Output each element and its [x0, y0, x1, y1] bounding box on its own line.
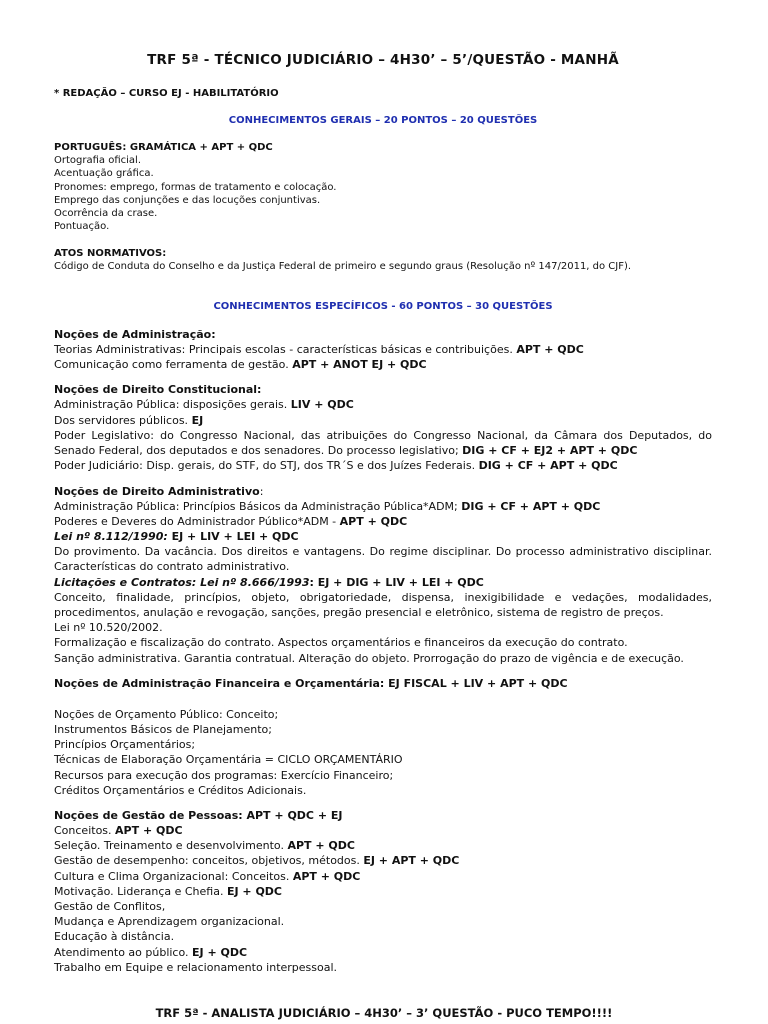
- list-item: Teorias Administrativas: Principais escolas - características básicas e contribuições. APT + QDC: [54, 343, 584, 357]
- list-item: Princípios Orçamentários;: [54, 738, 196, 752]
- list-item: Sanção administrativa. Garantia contratual. Alteração do objeto. Prorrogação do prazo de vigência e de execução.: [54, 651, 684, 665]
- list-item: Cultura e Clima Organizacional: Conceitos. APT + QDC: [54, 869, 361, 883]
- constitucional-heading: Noções de Direito Constitucional:: [54, 383, 262, 397]
- list-item: Poder Legislativo: do Congresso Nacional, das atribuições do Congresso Nacional, da Câmara dos Deputados, do Senado Federal, dos deputados e dos senadores. Do processo legislativo; DIG + CF + EJ2 + APT + QDC: [54, 428, 712, 458]
- list-item: Administração Pública: disposições gerais. LIV + QDC: [54, 398, 354, 412]
- list-item: Técnicas de Elaboração Orçamentária = CICLO ORÇAMENTÁRIO: [54, 753, 403, 767]
- list-item: Instrumentos Básicos de Planejamento;: [54, 722, 272, 736]
- list-item: Conceitos. APT + QDC: [54, 823, 183, 837]
- list-item: Créditos Orçamentários e Créditos Adicionais.: [54, 783, 307, 797]
- list-item: Seleção. Treinamento e desenvolvimento. APT + QDC: [54, 839, 355, 853]
- list-item: Conceito, finalidade, princípios, objeto, obrigatoriedade, dispensa, inexigibilidade e vedações, modalidades, procedimentos, anulação e revogação, sanções, pregão presencial e eletrônico, sistema de registro de preços.: [54, 590, 712, 619]
- list-item: Pontuação.: [54, 221, 110, 233]
- licitacoes-heading: Licitações e Contratos: Lei nº 8.666/1993: EJ + DIG + LIV + LEI + QDC: [54, 575, 484, 589]
- list-item: Motivação. Liderança e Chefia. EJ + QDC: [54, 884, 283, 898]
- portugues-section: [54, 141, 712, 273]
- list-item: Gestão de Conflitos,: [54, 899, 166, 913]
- list-item: Dos servidores públicos. EJ: [54, 413, 204, 427]
- list-item: Formalização e fiscalização do contrato. Aspectos orçamentários e financeiros da execução do contrato.: [54, 636, 628, 650]
- atos-heading: ATOS NORMATIVOS:: [54, 247, 167, 259]
- list-item: Atendimento ao público. EJ + QDC: [54, 945, 248, 959]
- page-title: TRF 5ª - TÉCNICO JUDICIÁRIO – 4H30’ – 5’/QUESTÃO - MANHÃ: [147, 52, 619, 68]
- list-item: Acentuação gráfica.: [54, 168, 154, 180]
- list-item: Ortografia oficial.: [54, 155, 141, 166]
- atos-text: Código de Conduta do Conselho e da Justiça Federal de primeiro e segundo graus (Resolução nº 147/2011, do CJF).: [54, 260, 632, 272]
- list-item: Poderes e Deveres do Administrador Público*ADM - APT + QDC: [54, 514, 408, 528]
- pessoas-heading: Noções de Gestão de Pessoas: APT + QDC + EJ: [54, 808, 343, 822]
- list-item: Poder Judiciário: Disp. gerais, do STF, do STJ, dos TR´S e dos Juízes Federais. DIG + CF + APT + QDC: [54, 459, 618, 473]
- redacao-line: * REDAÇÃO – CURSO EJ - HABILITATÓRIO: [54, 88, 279, 99]
- list-item: Lei nº 10.520/2002.: [54, 621, 163, 635]
- gerais-heading: CONHECIMENTOS GERAIS – 20 PONTOS – 20 QUESTÕES: [228, 115, 538, 126]
- list-item: Comunicação como ferramenta de gestão. APT + ANOT EJ + QDC: [54, 358, 427, 372]
- list-item: Do provimento. Da vacância. Dos direitos e vantagens. Do regime disciplinar. Do processo administrativo disciplinar. Características do contrato administrativo.: [54, 545, 712, 574]
- portugues-heading: PORTUGUÊS: GRAMÁTICA + APT + QDC: [54, 142, 273, 153]
- list-item: Recursos para execução dos programas: Exercício Financeiro;: [54, 768, 394, 782]
- financeira-heading: Noções de Administração Financeira e Orçamentária: EJ FISCAL + LIV + APT + QDC: [54, 676, 568, 690]
- especificos-heading: CONHECIMENTOS ESPECÍFICOS - 60 PONTOS – 30 QUESTÕES: [213, 301, 553, 313]
- administracao-heading: Noções de Administração:: [54, 328, 216, 342]
- especificos-section: [54, 327, 712, 975]
- list-item: Gestão de desempenho: conceitos, objetivos, métodos. EJ + APT + QDC: [54, 854, 460, 868]
- list-item: Pronomes: emprego, formas de tratamento e colocação.: [54, 181, 337, 193]
- list-item: Ocorrência da crase.: [54, 208, 158, 220]
- administrativo-heading: Noções de Direito Administrativo:: [54, 484, 264, 498]
- lei-8112-heading: Lei nº 8.112/1990: EJ + LIV + LEI + QDC: [54, 529, 299, 543]
- list-item: Educação à distância.: [54, 930, 175, 944]
- list-item: Emprego das conjunções e das locuções conjuntivas.: [54, 194, 321, 206]
- footer-title: TRF 5ª - ANALISTA JUDICIÁRIO – 4H30’ – 3’ QUESTÃO - PUCO TEMPO!!!!: [155, 1006, 613, 1020]
- list-item: Trabalho em Equipe e relacionamento interpessoal.: [54, 960, 338, 974]
- list-item: Noções de Orçamento Público: Conceito;: [54, 707, 279, 721]
- list-item: Administração Pública: Princípios Básicos da Administração Pública*ADM; DIG + CF + APT + QDC: [54, 499, 601, 513]
- list-item: Mudança e Aprendizagem organizacional.: [54, 915, 285, 929]
